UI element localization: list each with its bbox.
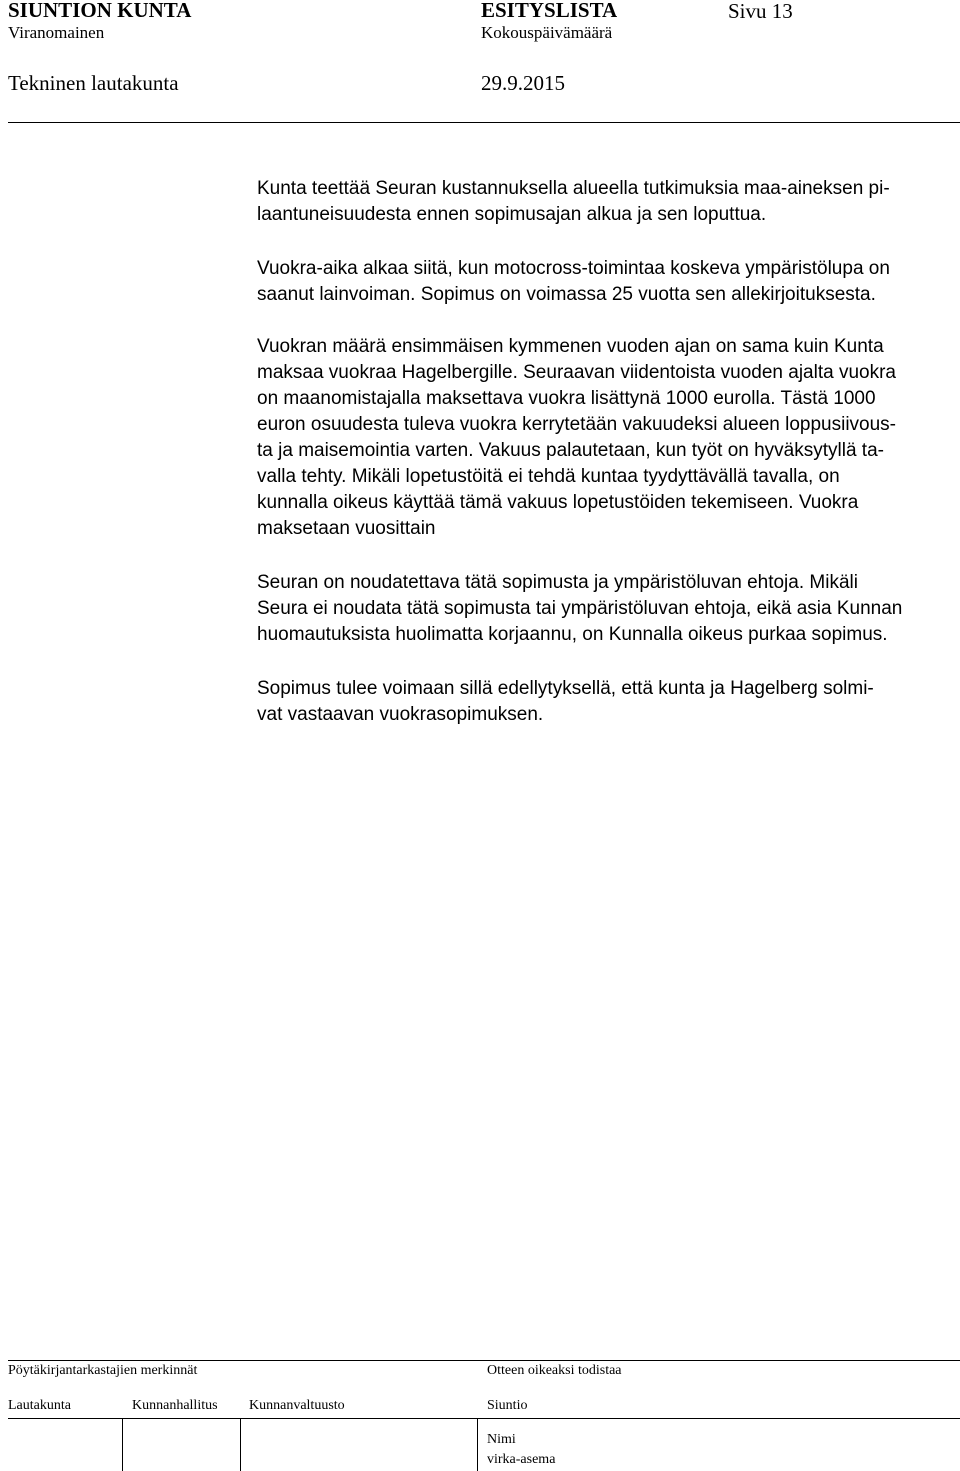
header-divider	[8, 122, 960, 123]
page-number: Sivu 13	[728, 0, 793, 23]
title-label: virka-asema	[487, 1452, 556, 1467]
paragraph	[257, 570, 902, 648]
footer-row-divider	[8, 1418, 960, 1419]
text-line: saanut lainvoiman. Sopimus on voimassa 25 vuotta sen allekirjoituksesta.	[257, 284, 876, 305]
text-line: huomautuksista huolimatta korjaannu, on Kunnalla oikeus purkaa sopimus.	[257, 624, 888, 645]
text-line: euron osuudesta tuleva vuokra kerrytetään vakuudeksi alueen loppusiivous-	[257, 414, 897, 435]
text-line: Kunta teettää Seuran kustannuksella alueella tutkimuksia maa-aineksen pi-	[257, 178, 890, 199]
name-label: Nimi	[487, 1432, 516, 1447]
footer-col-board: Lautakunta	[8, 1398, 71, 1413]
text-line: kunnalla oikeus käyttää tämä vakuus lopetustöiden tekemiseen. Vuokra	[257, 492, 859, 513]
certified-label: Otteen oikeaksi todistaa	[487, 1363, 622, 1378]
meeting-date: 29.9.2015	[481, 71, 565, 95]
authority-name: Tekninen lautakunta	[8, 71, 179, 95]
text-line: valla tehty. Mikäli lopetustöitä ei tehdä kuntaa tyydyttävällä tavalla, on	[257, 466, 840, 487]
place-label: Siuntio	[487, 1398, 528, 1413]
text-line: Sopimus tulee voimaan sillä edellytyksellä, että kunta ja Hagelberg solmi-	[257, 678, 874, 699]
footer-column-divider	[122, 1418, 123, 1471]
text-line: ta ja maisemointia varten. Vakuus palautetaan, kun työt on hyväksytyllä ta-	[257, 440, 884, 461]
text-line: Seura ei noudata tätä sopimusta tai ympäristöluvan ehtoja, eikä asia Kunnan	[257, 598, 903, 619]
footer-col-council: Kunnanvaltuusto	[249, 1398, 345, 1413]
reviewers-label: Pöytäkirjantarkastajien merkinnät	[8, 1363, 198, 1378]
text-line: Vuokran määrä ensimmäisen kymmenen vuoden ajan on sama kuin Kunta	[257, 336, 884, 357]
text-line: maksetaan vuosittain	[257, 518, 436, 539]
text-line: on maanomistajalla maksettava vuokra lisättynä 1000 eurolla. Tästä 1000	[257, 388, 876, 409]
text-line: laantuneisuudesta ennen sopimusajan alkua ja sen loputtua.	[257, 204, 767, 225]
document-type: ESITYSLISTA	[481, 0, 618, 22]
paragraph	[257, 176, 890, 228]
paragraph	[257, 676, 874, 728]
municipality-name: SIUNTION KUNTA	[8, 0, 192, 22]
text-line: maksaa vuokraa Hagelbergille. Seuraavan viidentoista vuoden ajalta vuokra	[257, 362, 896, 383]
text-line: vat vastaavan vuokrasopimuksen.	[257, 704, 544, 725]
footer-col-executive: Kunnanhallitus	[132, 1398, 218, 1413]
text-line: Vuokra-aika alkaa siitä, kun motocross-toimintaa koskeva ympäristölupa on	[257, 258, 890, 279]
footer-divider	[8, 1360, 960, 1361]
authority-label: Viranomainen	[8, 23, 105, 42]
footer-column-divider	[240, 1418, 241, 1471]
paragraph	[257, 256, 890, 308]
text-line: Seuran on noudatettava tätä sopimusta ja ympäristöluvan ehtoja. Mikäli	[257, 572, 858, 593]
paragraph	[257, 334, 896, 542]
footer-column-divider	[477, 1418, 478, 1471]
meeting-date-label: Kokouspäivämäärä	[481, 23, 613, 42]
